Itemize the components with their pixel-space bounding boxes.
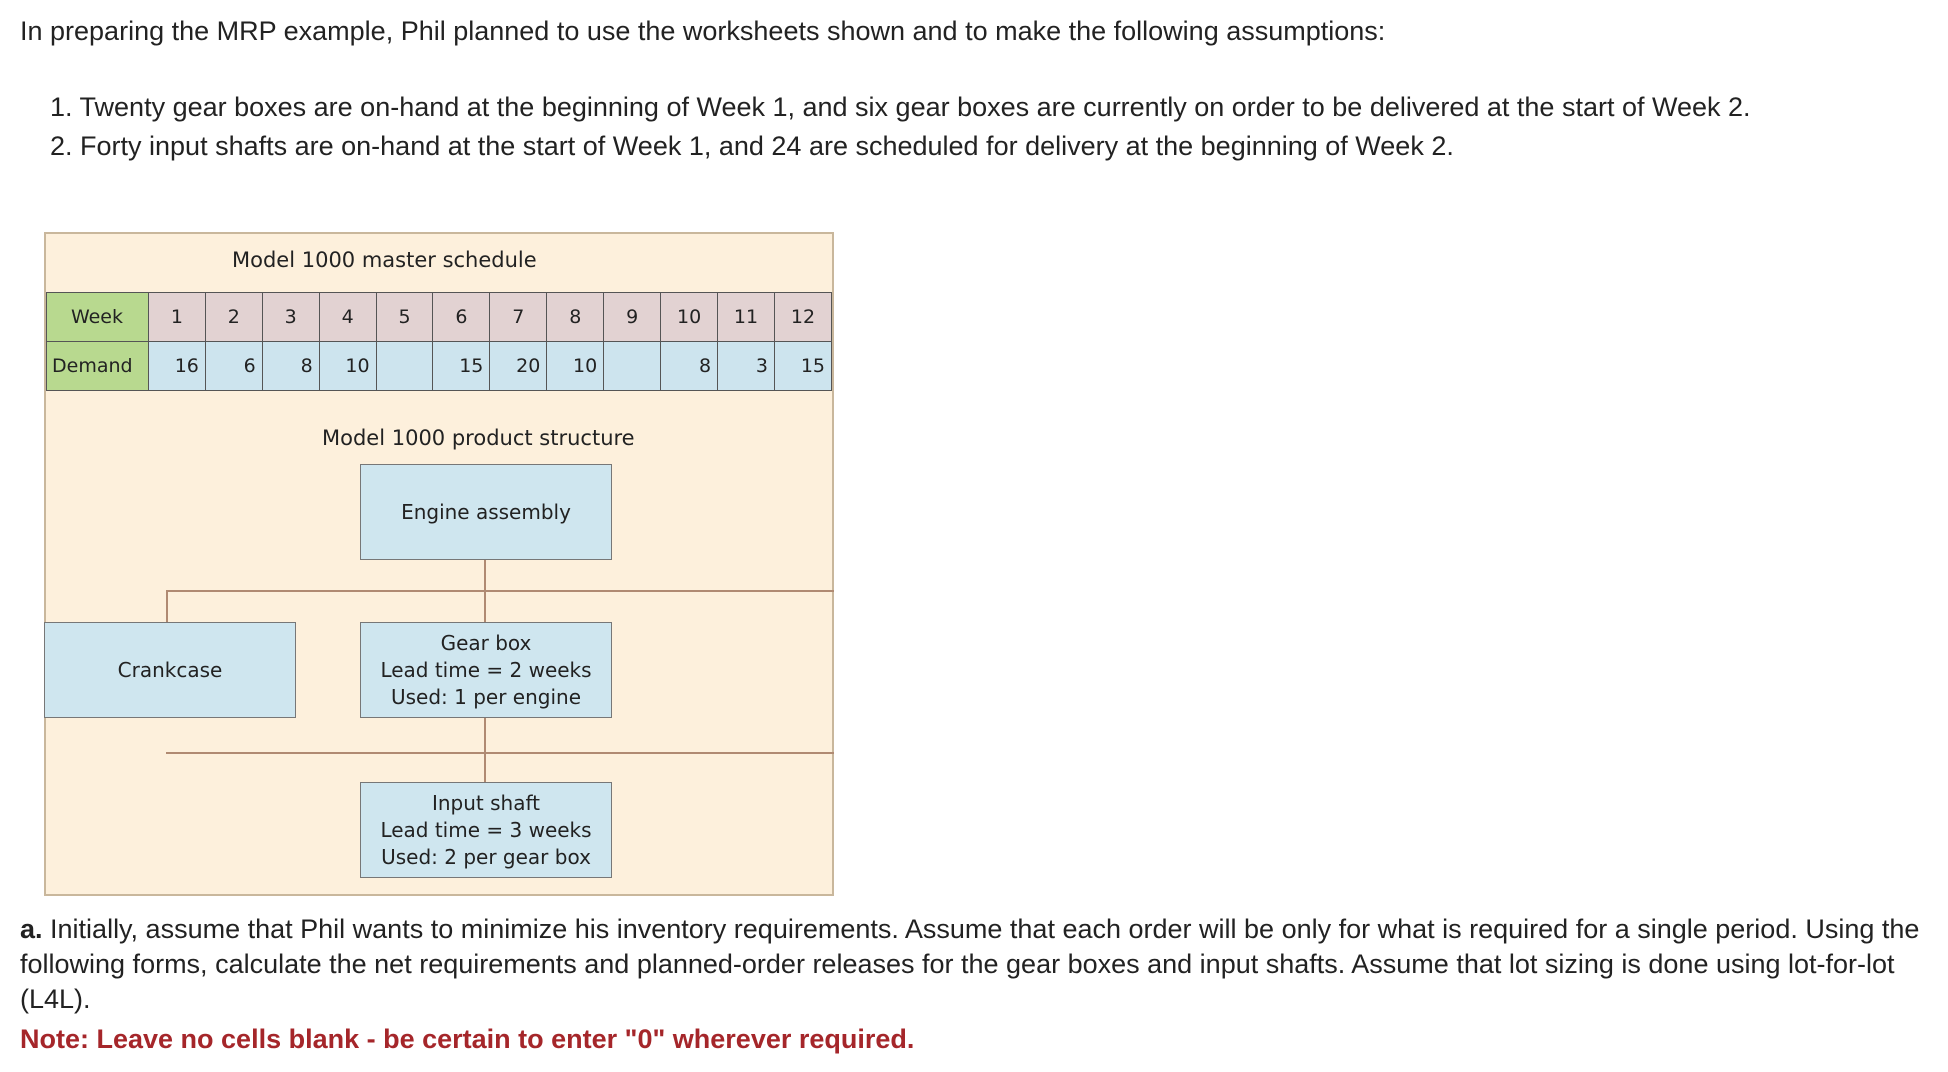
week-cell-9: 9 [604,293,661,342]
engine-assembly-box [360,464,612,560]
demand-cell-12: 15 [774,342,831,391]
week-cell-3: 3 [262,293,319,342]
demand-cell-3: 8 [262,342,319,391]
master-schedule-table [46,292,832,391]
demand-cell-10: 8 [661,342,718,391]
input-shaft-name: Input shaft [431,790,541,815]
question-label: a. [20,914,43,944]
connector-level2-bar [166,752,834,754]
product-structure-title: Model 1000 product structure [322,426,635,450]
assumption-1: 1. Twenty gear boxes are on-hand at the beginning of Week 1, and six gear boxes are currently on order to be delivered at the start of Week 2. [50,92,1751,122]
connector-gearbox-drop [484,590,486,622]
demand-cell-2: 6 [205,342,262,391]
engine-assembly-label: Engine assembly [401,499,571,524]
week-cell-8: 8 [547,293,604,342]
week-cell-1: 1 [148,293,205,342]
demand-cell-4: 10 [319,342,376,391]
week-label: Week [47,293,149,342]
note-text: Note: Leave no cells blank - be certain to enter "0" wherever required. [20,1024,915,1054]
assumptions-list [50,90,1930,168]
input-shaft-box [360,782,612,878]
week-cell-4: 4 [319,293,376,342]
intro-text: In preparing the MRP example, Phil planned to use the worksheets shown and to make the following assumptions: [20,16,1386,46]
demand-cell-5 [376,342,433,391]
week-row [47,293,832,342]
gear-box-name: Gear box [440,630,532,655]
connector-crankcase-drop [166,590,168,622]
question-a [20,912,1930,1017]
master-schedule-title: Model 1000 master schedule [232,248,537,272]
demand-row [47,342,832,391]
demand-cell-8: 10 [547,342,604,391]
week-cell-6: 6 [433,293,490,342]
gear-box-lead-time: Lead time = 2 weeks [380,657,592,682]
mrp-figure [44,232,834,896]
crankcase-box [44,622,296,718]
demand-cell-7: 20 [490,342,547,391]
gear-box-box [360,622,612,718]
input-shaft-lead-time: Lead time = 3 weeks [380,817,592,842]
gear-box-usage: Used: 1 per engine [390,684,582,709]
demand-cell-11: 3 [718,342,775,391]
input-shaft-usage: Used: 2 per gear box [381,844,591,869]
connector-level1-bar [166,590,834,592]
demand-cell-1: 16 [148,342,205,391]
week-cell-5: 5 [376,293,433,342]
week-cell-10: 10 [661,293,718,342]
week-cell-7: 7 [490,293,547,342]
week-cell-2: 2 [205,293,262,342]
week-cell-12: 12 [774,293,831,342]
week-cell-11: 11 [718,293,775,342]
crankcase-label: Crankcase [117,657,223,682]
demand-cell-9 [604,342,661,391]
assumption-2: 2. Forty input shafts are on-hand at the start of Week 1, and 24 are scheduled for delivery at the beginning of Week 2. [50,131,1454,161]
connector-gearbox-down [484,718,486,782]
demand-cell-6: 15 [433,342,490,391]
demand-label: Demand [47,342,149,391]
question-text: Initially, assume that Phil wants to minimize his inventory requirements. Assume that each order will be only for what is required for a single period. Using the following forms, calculate the net requirements and planned-order releases for the gear boxes and input shafts. Assume that lot sizing is done using lot-for-lot (L4L). [20,914,1920,1014]
